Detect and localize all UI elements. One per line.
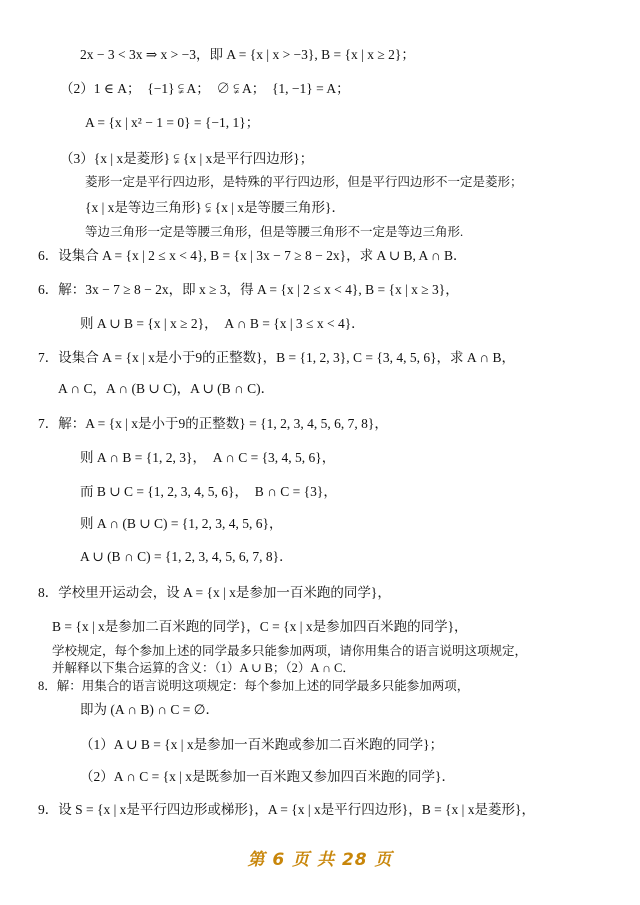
- text-line: 菱形一定是平行四边形，是特殊的平行四边形，但是平行四边形不一定是菱形；: [85, 175, 523, 189]
- text-line: （2）1 ∈ A； {−1} ⫋ A； ∅ ⫋ A； {1, −1} = A；: [60, 81, 350, 96]
- text-line: （3）{x | x是菱形} ⫋ {x | x是平行四边形}；: [60, 151, 314, 166]
- text-line: 则 A ∩ B = {1, 2, 3}， A ∩ C = {3, 4, 5, 6}，: [80, 450, 336, 465]
- text-line: 即为 (A ∩ B) ∩ C = ∅．: [80, 702, 220, 717]
- text-line: B = {x | x是参加二百米跑的同学}，C = {x | x是参加四百米跑的同学}，: [52, 619, 468, 634]
- text-line: （2）A ∩ C = {x | x是既参加一百米跑又参加四百米跑的同学}．: [80, 769, 456, 784]
- question-line: 7．设集合 A = {x | x是小于9的正整数}，B = {1, 2, 3}, C = {3, 4, 5, 6}，求 A ∩ B，: [38, 350, 515, 365]
- text-line: 等边三角形一定是等腰三角形，但是等腰三角形不一定是等边三角形.: [85, 225, 464, 239]
- question-line: 8．学校里开运动会，设 A = {x | x是参加一百米跑的同学}，: [38, 585, 391, 600]
- question-line: 6．设集合 A = {x | 2 ≤ x < 4}, B = {x | 3x − 7 ≥ 8 − 2x}，求 A ∪ B, A ∩ B．: [38, 248, 467, 263]
- answer-line: 8．解：用集合的语言说明这项规定：每个参加上述的同学最多只能参加两项，: [38, 679, 470, 693]
- answer-line: 6．解：3x − 7 ≥ 8 − 2x，即 x ≥ 3，得 A = {x | 2 ≤ x < 4}, B = {x | x ≥ 3}，: [38, 282, 459, 297]
- text-line: （1）A ∪ B = {x | x是参加一百米跑或参加二百米跑的同学}；: [80, 737, 444, 752]
- text-line: 而 B ∪ C = {1, 2, 3, 4, 5, 6}， B ∩ C = {3}，: [80, 484, 337, 499]
- text-line: {x | x是等边三角形} ⫋ {x | x是等腰三角形}．: [85, 200, 346, 215]
- answer-line: 7．解：A = {x | x是小于9的正整数} = {1, 2, 3, 4, 5, 6, 7, 8}，: [38, 416, 388, 431]
- text-line: 学校规定，每个参加上述的同学最多只能参加两项，请你用集合的语言说明这项规定，: [52, 644, 528, 658]
- text-line: 2x − 3 < 3x ⇒ x > −3，即 A = {x | x > −3}, B = {x | x ≥ 2}；: [80, 47, 415, 62]
- text-line: A ∪ (B ∩ C) = {1, 2, 3, 4, 5, 6, 7, 8}．: [80, 549, 293, 564]
- text-line: A = {x | x² − 1 = 0} = {−1, 1}；: [85, 115, 260, 130]
- text-line: A ∩ C，A ∩ (B ∪ C)，A ∪ (B ∩ C)．: [58, 381, 275, 396]
- text-line: 则 A ∩ (B ∪ C) = {1, 2, 3, 4, 5, 6}，: [80, 516, 283, 531]
- page-number-footer: 第 6 页 共 28 页: [247, 850, 393, 870]
- question-line: 9．设 S = {x | x是平行四边形或梯形}，A = {x | x是平行四边形}，B = {x | x是菱形}，: [38, 802, 535, 817]
- text-line: 则 A ∪ B = {x | x ≥ 2}， A ∩ B = {x | 3 ≤ x < 4}．: [80, 316, 365, 331]
- text-line: 并解释以下集合运算的含义：（1）A ∪ B；（2）A ∩ C．: [52, 661, 355, 675]
